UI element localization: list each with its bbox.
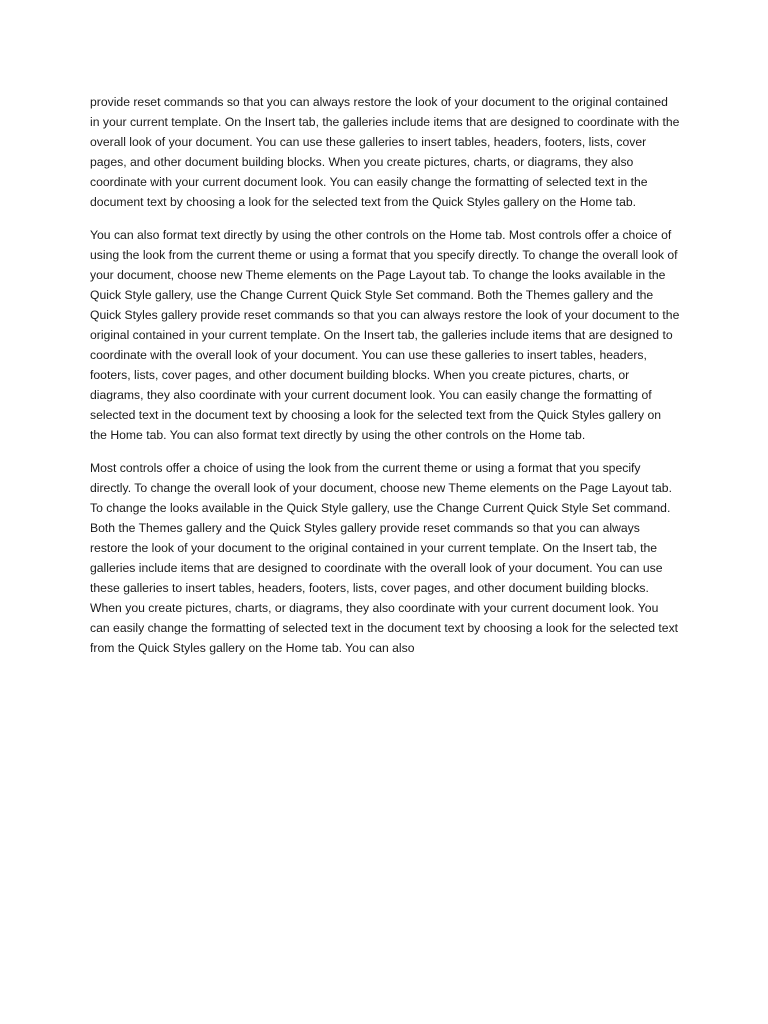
paragraph-2: You can also format text directly by using the other controls on the Home tab. Most controls offer a choice of using the look from the current theme or using a format that you specify directly. To change the overall look of your document, choose new Theme elements on the Page Layout tab. To change the looks available in the Quick Style gallery, use the Change Current Quick Style Set command. Both the Themes gallery and the Quick Styles gallery provide reset commands so that you can always restore the look of your document to the original contained in your current template. On the Insert tab, the galleries include items that are designed to coordinate with the overall look of your document. You can use these galleries to insert tables, headers, footers, lists, cover pages, and other document building blocks. When you create pictures, charts, or diagrams, they also coordinate with your current document look. You can easily change the formatting of selected text in the document text by choosing a look for the selected text from the Quick Styles gallery on the Home tab. You can also format text directly by using the other controls on the Home tab.	[90, 228, 680, 442]
paragraph-3: Most controls offer a choice of using the look from the current theme or using a format that you specify directly. To change the overall look of your document, choose new Theme elements on the Page Layout tab. To change the looks available in the Quick Style gallery, use the Change Current Quick Style Set command. Both the Themes gallery and the Quick Styles gallery provide reset commands so that you can always restore the look of your document to the original contained in your current template. On the Insert tab, the galleries include items that are designed to coordinate with the overall look of your document. You can use these galleries to insert tables, headers, footers, lists, cover pages, and other document building blocks. When you create pictures, charts, or diagrams, they also coordinate with your current document look. You can easily change the formatting of selected text in the document text by choosing a look for the selected text from the Quick Styles gallery on the Home tab. You can also	[90, 461, 679, 655]
document-body	[90, 92, 680, 671]
paragraph-1: provide reset commands so that you can always restore the look of your document to the original contained in your current template. On the Insert tab, the galleries include items that are designed to coordinate with the overall look of your document. You can use these galleries to insert tables, headers, footers, lists, cover pages, and other document building blocks. When you create pictures, charts, or diagrams, they also coordinate with your current document look. You can easily change the formatting of selected text in the document text by choosing a look for the selected text from the Quick Styles gallery on the Home tab.	[90, 95, 680, 209]
